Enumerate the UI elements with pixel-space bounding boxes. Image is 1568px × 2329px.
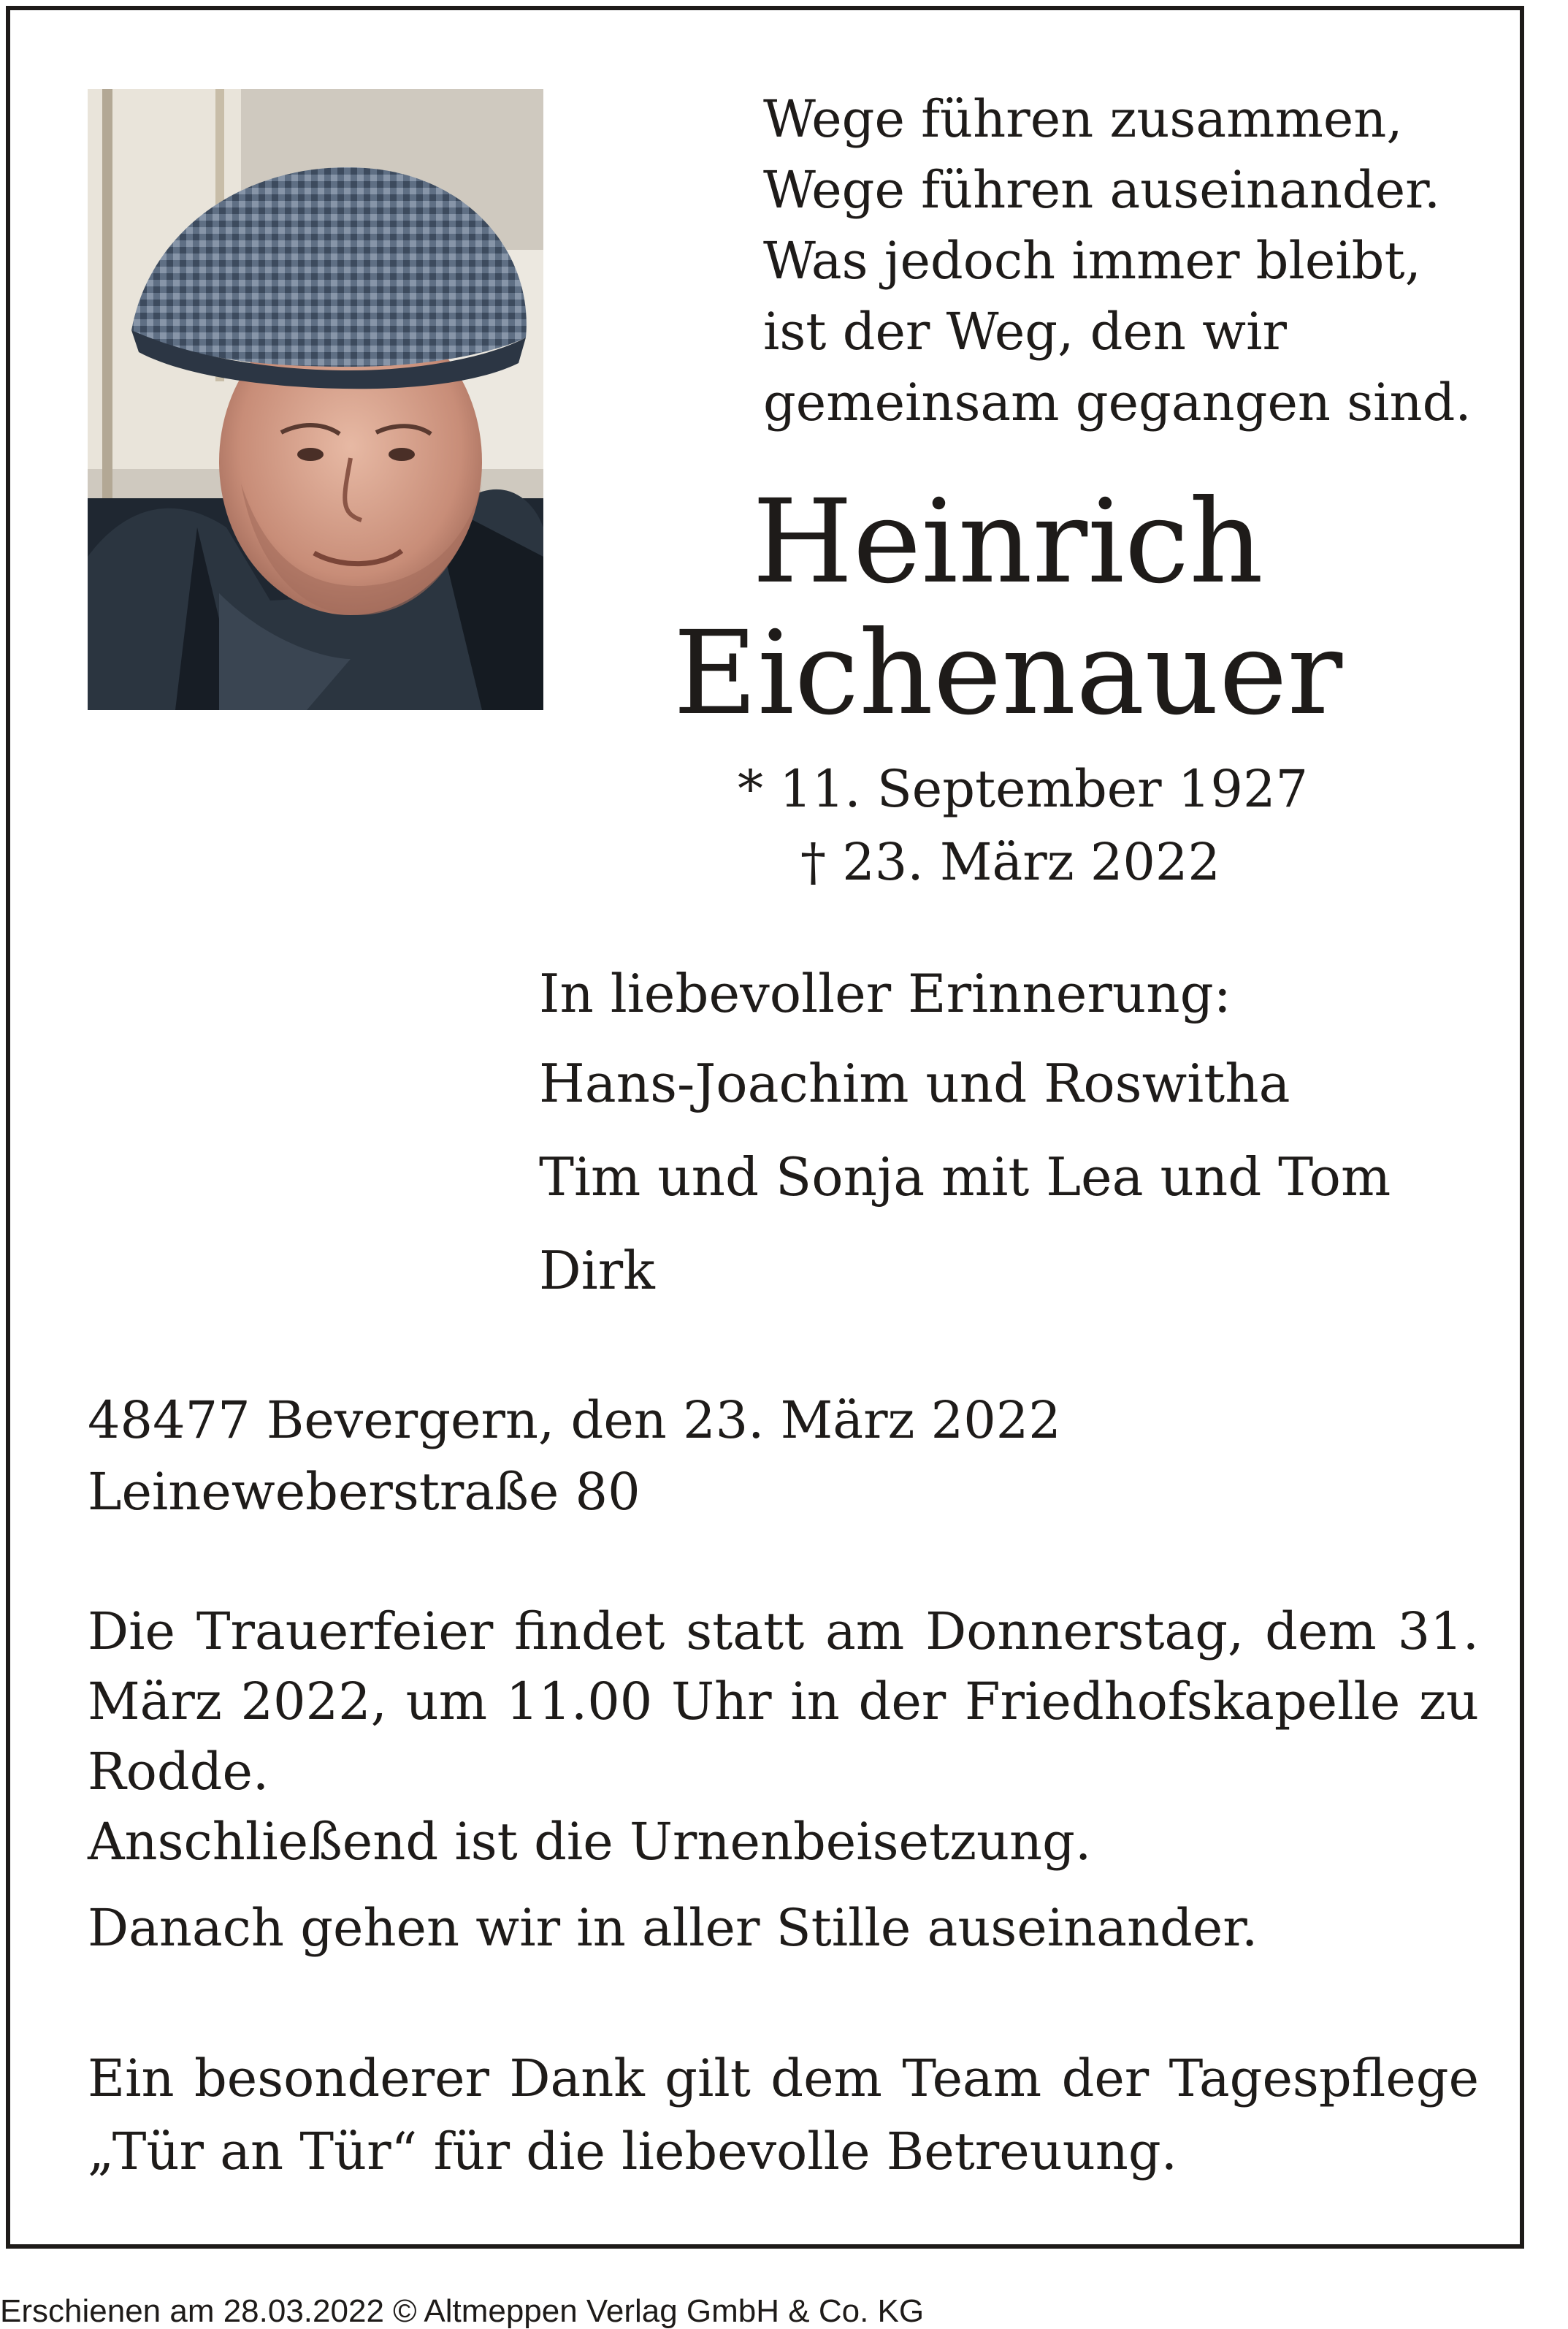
- place-and-date: [88, 1384, 1475, 1528]
- mourners-block: [539, 957, 1503, 1324]
- poem-verse: [763, 84, 1494, 438]
- mourners-intro: In liebevoller Erinnerung:: [539, 963, 1231, 1024]
- publication-footer: Erschienen am 28.03.2022 © Altmeppen Verlag GmbH & Co. KG: [0, 2293, 925, 2329]
- thanks-line: Ein besonderer Dank gilt dem Team der Tagespflege: [88, 2048, 1479, 2108]
- street-address: Leineweberstraße 80: [88, 1462, 640, 1522]
- poem-line: gemeinsam gegangen sind.: [763, 373, 1472, 432]
- poem-line: Wege führen auseinander.: [763, 160, 1441, 220]
- life-dates: [730, 752, 1315, 899]
- birth-date: * 11. September 1927: [738, 759, 1309, 819]
- death-date: † 23. März 2022: [800, 832, 1220, 892]
- deceased-first-name: Heinrich: [752, 475, 1263, 609]
- service-paragraph: Die Trauerfeier findet statt am Donnerstag, dem 31. März 2022, um 11.00 Uhr in der Friedhofskapelle zu Rodde.: [88, 1601, 1479, 1802]
- poem-line: Wege führen zusammen,: [763, 89, 1403, 149]
- mourner-name: Tim und Sonja mit Lea und Tom: [539, 1146, 1391, 1208]
- thanks-line: „Tür an Tür“ für die liebevolle Betreuung.: [88, 2122, 1177, 2181]
- portrait-photo-icon: [88, 89, 543, 710]
- poem-line: ist der Weg, den wir: [763, 302, 1287, 362]
- poem-line: Was jedoch immer bleibt,: [763, 231, 1421, 291]
- funeral-service-info: [88, 1596, 1479, 1963]
- place-date-line: 48477 Bevergern, den 23. März 2022: [88, 1390, 1061, 1450]
- burial-note: Anschließend ist die Urnenbeisetzung.: [88, 1812, 1092, 1872]
- mourner-name: Dirk: [539, 1240, 655, 1301]
- mourner-name: Hans-Joachim und Roswitha: [539, 1053, 1290, 1114]
- closing-note: Danach gehen wir in aller Stille auseinander.: [88, 1898, 1258, 1958]
- portrait-photo: [88, 89, 543, 710]
- deceased-last-name: Eichenauer: [673, 606, 1343, 741]
- thanks-note: [88, 2042, 1479, 2188]
